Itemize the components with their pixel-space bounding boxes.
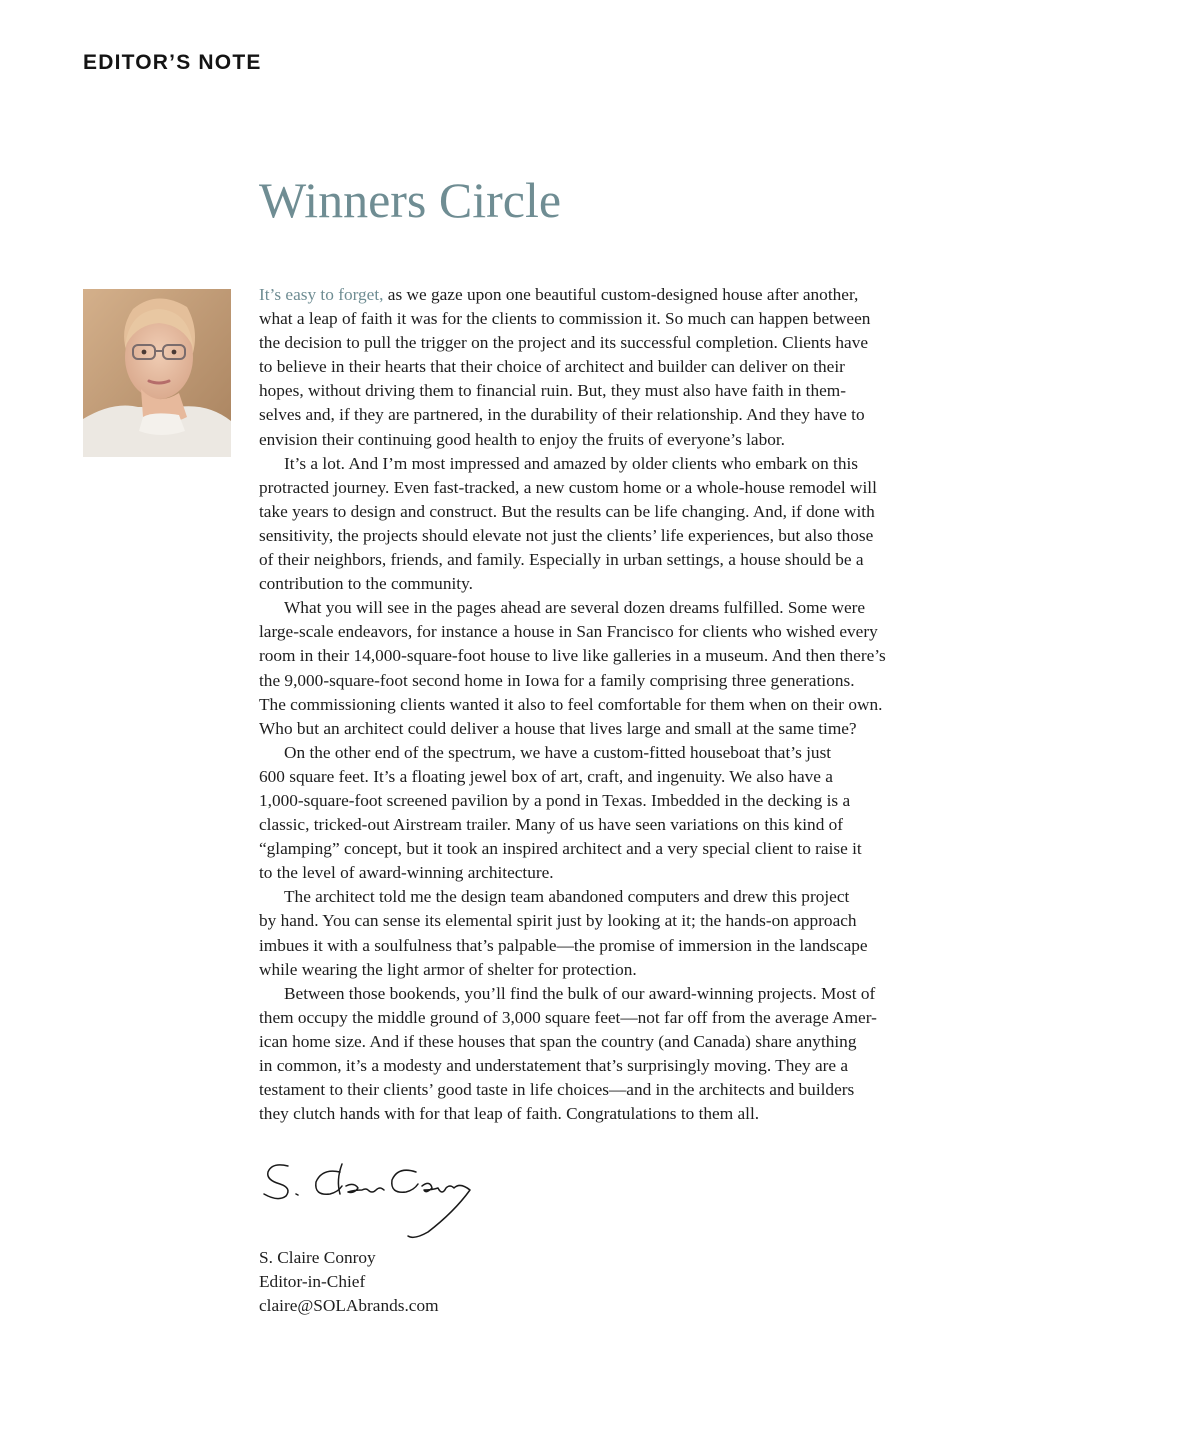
paragraph-line: ican home size. And if these houses that span the country (and Canada) share anything [259, 1031, 857, 1051]
paragraph-line: The commissioning clients wanted it also to feel comfortable for them when on their own. [259, 694, 883, 714]
paragraph-line: they clutch hands with for that leap of faith. Congratulations to them all. [259, 1104, 760, 1124]
paragraph-line: The architect told me the design team abandoned computers and drew this project [284, 887, 850, 907]
article-body [259, 283, 939, 1126]
author-role: Editor-in-Chief [259, 1272, 366, 1291]
paragraph-line: to the level of award-winning architecture. [259, 863, 554, 883]
paragraph-line: protracted journey. Even fast-tracked, a new custom home or a whole-house remodel will [259, 477, 877, 497]
author-name: S. Claire Conroy [259, 1248, 376, 1267]
paragraph-line: It’s a lot. And I’m most impressed and amazed by older clients who embark on this [284, 453, 859, 473]
paragraph-line: room in their 14,000-square-foot house to live like galleries in a museum. And then there’s [259, 646, 886, 666]
paragraph-1 [259, 283, 939, 452]
page-title: Winners Circle [259, 172, 562, 228]
signoff-block [259, 1246, 439, 1318]
paragraph-line: take years to design and construct. But the results can be life changing. And, if done with [259, 501, 875, 521]
paragraph-line: What you will see in the pages ahead are several dozen dreams fulfilled. Some were [284, 598, 866, 618]
paragraph-line: On the other end of the spectrum, we have a custom-fitted houseboat that’s just [284, 742, 832, 762]
paragraph-line: while wearing the light armor of shelter for protection. [259, 959, 637, 979]
signature-drawing [258, 1150, 478, 1242]
author-email-link[interactable]: claire@SOLAbrands.com [259, 1296, 439, 1315]
section-label: EDITOR’S NOTE [83, 51, 262, 74]
paragraph-line: what a leap of faith it was for the clients to commission it. So much can happen between [259, 309, 871, 329]
paragraph-line: them occupy the middle ground of 3,000 square feet—not far off from the average Amer- [259, 1007, 877, 1027]
paragraph-2 [259, 452, 939, 597]
paragraph-line: in common, it’s a modesty and understatement that’s surprisingly moving. They are a [259, 1056, 849, 1075]
paragraph-4 [259, 741, 939, 886]
paragraph-line: the decision to pull the trigger on the project and its successful completion. Clients have [259, 333, 869, 353]
paragraph-line: to believe in their hearts that their choice of architect and builder can deliver on their [259, 357, 845, 377]
paragraph-line: “glamping” concept, but it took an inspired architect and a very special client to raise it [259, 839, 862, 859]
paragraph-line: 1,000-square-foot screened pavilion by a pond in Texas. Imbedded in the decking is a [259, 790, 851, 810]
paragraph-line: imbues it with a soulfulness that’s palpable—the promise of immersion in the landscape [259, 935, 868, 955]
paragraph-3 [259, 596, 939, 741]
paragraph-line: testament to their clients’ good taste in life choices—and in the architects and builders [259, 1080, 855, 1100]
paragraph-line-text: as we gaze upon one beautiful custom-designed house after another, [383, 285, 859, 304]
paragraph-line: classic, tricked-out Airstream trailer. Many of us have seen variations on this kind of [259, 815, 844, 835]
paragraph-line: the 9,000-square-foot second home in Iowa for a family comprising three generations. [259, 670, 855, 690]
paragraph-line: Between those bookends, you’ll find the bulk of our award-winning projects. Most of [284, 983, 876, 1003]
author-photo-illustration [83, 289, 231, 457]
paragraph-line: selves and, if they are partnered, in the durability of their relationship. And they have to [259, 405, 865, 425]
paragraph-line: by hand. You can sense its elemental spirit just by looking at it; the hands-on approach [259, 911, 857, 931]
paragraph-line: large-scale endeavors, for instance a house in San Francisco for clients who wished every [259, 622, 878, 642]
paragraph-line: Who but an architect could deliver a house that lives large and small at the same time? [259, 718, 857, 738]
paragraph-5 [259, 885, 939, 981]
paragraph-6 [259, 982, 939, 1127]
paragraph-line: sensitivity, the projects should elevate not just the clients’ life experiences, but also those [259, 525, 874, 545]
paragraph-line: of their neighbors, friends, and family. Especially in urban settings, a house should be a [259, 550, 864, 570]
paragraph-line: hopes, without driving them to financial ruin. But, they must also have faith in them- [259, 381, 846, 401]
lead-in: It’s easy to forget, [259, 285, 384, 304]
paragraph-line: envision their continuing good health to enjoy the fruits of everyone’s labor. [259, 429, 786, 449]
paragraph-line: 600 square feet. It’s a floating jewel box of art, craft, and ingenuity. We also have a [259, 766, 833, 786]
paragraph-line: contribution to the community. [259, 574, 473, 594]
author-photo [83, 289, 231, 457]
handwritten-signature [258, 1150, 478, 1242]
paragraph-line [259, 283, 939, 307]
